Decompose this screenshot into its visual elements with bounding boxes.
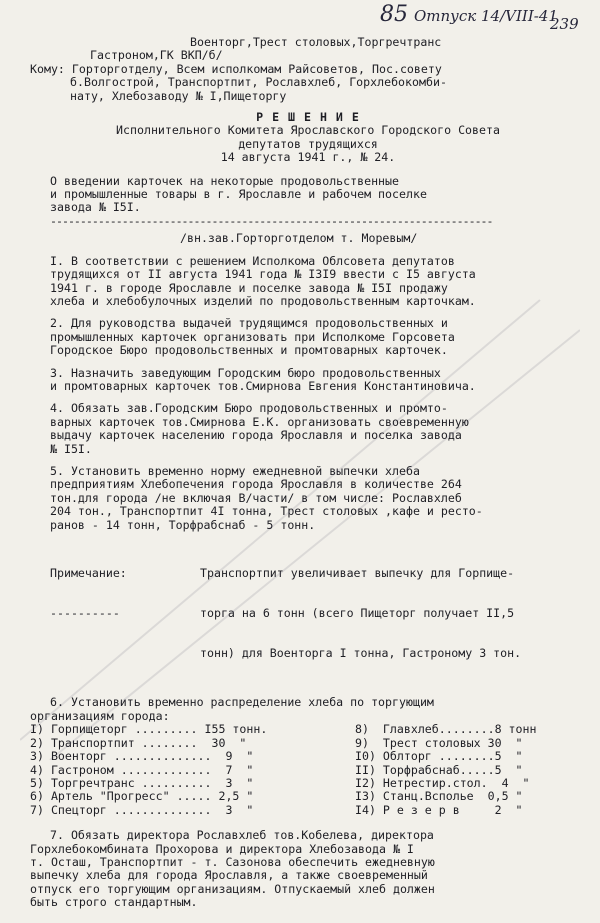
table-cell: I3) Станц.Всполье 0,5 "	[355, 789, 523, 804]
paragraph-line: Городское Бюро продовольственных и промтоварных карточек.	[50, 343, 448, 358]
table-cell: II) Торфрабснаб.....5 "	[355, 762, 523, 777]
subject-block	[30, 175, 586, 215]
handwritten-annotation	[380, 2, 579, 33]
paragraph-line: тон.для города /не включая В/части/ в том числе: Рославхлеб	[50, 490, 462, 505]
paragraph-2	[30, 317, 586, 357]
document-title: Р Е Ш Е Н И Е	[256, 110, 360, 125]
remark-underline: ----------	[50, 606, 120, 621]
decision-date: 14 августа 1941 г., № 24.	[220, 150, 396, 165]
distribution-table	[30, 723, 536, 817]
paragraph-line: отпуск его торгующим организациям. Отпускаемый хлеб должен	[30, 881, 435, 896]
table-cell: 4) Гастроном ............. 7 "	[30, 762, 254, 777]
paragraph-line: ранов - 14 тонн, Торфрабснаб - 5 тонн.	[50, 517, 316, 532]
paragraph-line: организациям города:	[30, 708, 170, 723]
paragraph-line: I. В соответствии с решением Исполкома Облсовета депутатов	[50, 253, 455, 268]
separator: --------------------------------------------------------------------------	[50, 214, 493, 228]
table-cell: 7) Спецторг .............. 3 "	[30, 802, 254, 817]
subject-line: и промышленные товары в г. Ярославле и рабочем поселке	[50, 187, 427, 202]
remark-line: Транспортпит увеличивает выпечку для Горпище-	[200, 565, 515, 580]
table-row	[30, 723, 536, 736]
paragraph-line: варных карточек тов.Смирнова Е.К. организовать своевременную	[50, 414, 469, 429]
table-row	[30, 804, 536, 817]
paragraph-line: № I5I.	[50, 441, 92, 456]
paragraph-5	[30, 465, 586, 532]
paragraph-line: 4. Обязать зав.Городским Бюро продовольственных и промто-	[50, 401, 448, 416]
paragraph-line: трудящихся от II августа 1941 года № I3I9 ввести с I5 августа	[50, 267, 476, 282]
paragraph-line: быть строго стандартным.	[30, 895, 198, 910]
paragraph-line: промышленных карточек организовать при Исполкоме Горсовета	[50, 329, 455, 344]
addressee-line: Военторг,Трест столовых,Торгречтранс	[190, 35, 442, 49]
paragraph-line: 204 тон., Транспортпит 4I тонна, Трест столовых ,кафе и ресто-	[50, 504, 483, 519]
table-cell: 2) Транспортпит ........ 30 "	[30, 735, 247, 750]
addressee-line: б.Волгострой, Транспортпит, Рославхлеб, Горхлебокомби-	[70, 75, 447, 90]
addressee-line: Кому: Горторготделу, Всем исполкомам Райсоветов, Пос.совету	[30, 61, 442, 76]
table-row	[30, 737, 536, 750]
paragraph-line: 2. Для руководства выдачей трудящимся продовольственных и	[50, 316, 448, 331]
issuer-line: депутатов трудящихся	[238, 136, 378, 151]
paragraph-line: 3. Назначить заведующим Городским бюро продовольственных	[50, 365, 441, 380]
paragraph-line: хлеба и хлебобулочных изделий по продовольственным карточкам.	[50, 293, 476, 308]
paragraph-line: выдачу карточек населению города Ярославля и поселка завода	[50, 428, 462, 443]
handed-to-note: /вн.зав.Горторготделом т. Моревым/	[180, 231, 418, 246]
issuer-line: Исполнительного Комитета Ярославского Городского Совета	[116, 123, 500, 138]
paragraph-7	[30, 829, 586, 909]
table-row	[30, 764, 536, 777]
remark-line: торга на 6 тонн (всего Пищеторг получает II,5	[200, 606, 515, 621]
table-cell: I) Горпищеторг ......... I55 тонн.	[30, 722, 268, 737]
table-cell: 8) Главхлеб........8 тонн	[355, 722, 537, 737]
table-row	[30, 790, 536, 803]
paragraph-3	[30, 367, 586, 394]
subject-line: завода № I5I.	[50, 200, 141, 215]
paragraph-6	[30, 696, 586, 709]
table-row	[30, 750, 536, 763]
paragraph-line: предприятиям Хлебопечения города Ярославля в количестве 264	[50, 477, 462, 492]
table-cell: 6) Артель "Прогресс" ..... 2,5 "	[30, 789, 254, 804]
paragraph-1	[30, 255, 586, 309]
archive-number: 85	[380, 2, 408, 27]
handwritten-note: Отпуск 14/VIII-41	[414, 7, 558, 25]
paragraph-line: 6. Установить временно распределение хлеба по торгующим	[50, 695, 434, 710]
table-cell: 3) Военторг .............. 9 "	[30, 749, 254, 764]
table-cell: I0) Облторг ........5 "	[355, 749, 523, 764]
addressee-line: нату, Хлебозаводу № I,Пищеторгу	[70, 88, 287, 103]
paragraph-line: и промтоварных карточек тов.Смирнова Евгения Константиновича.	[50, 378, 476, 393]
remark-block	[30, 540, 586, 687]
table-cell: 9) Трест столовых 30 "	[355, 735, 523, 750]
page-number: 239	[550, 15, 579, 33]
addressee-block	[30, 36, 586, 49]
table-cell: I4) Р е з е р в 2 "	[355, 802, 523, 817]
table-cell: 5) Торгречтранс .......... 3 "	[30, 775, 254, 790]
paragraph-line: 1941 г. в городе Ярославле и поселке завода № I5I продажу	[50, 280, 448, 295]
paragraph-line: 5. Установить временно норму ежедневной выпечки хлеба	[50, 463, 420, 478]
subject-line: О введении карточек на некоторые продовольственные	[50, 173, 400, 188]
paragraph-4	[30, 402, 586, 456]
paragraph-line: 7. Обязать директора Рославхлеб тов.Кобелева, директора	[50, 828, 434, 843]
paragraph-line: выпечку хлеба для города Ярославля, а также своевременный	[30, 868, 428, 883]
addressee-line: Гастроном,ГК ВКП/б/	[90, 48, 223, 63]
table-cell: I2) Нетрестир.стол. 4 "	[355, 775, 530, 790]
paragraph-line: Горхлебокомбината Прохорова и директора Хлебозавода № I	[30, 841, 414, 856]
remark-line: тонн) для Военторга I тонна, Гастроному 3 тон.	[200, 646, 522, 661]
paragraph-line: т. Осташ, Транспортпит - т. Сазонова обеспечить ежедневную	[30, 854, 435, 869]
table-row	[30, 777, 536, 790]
remark-label: Примечание:	[50, 565, 127, 580]
